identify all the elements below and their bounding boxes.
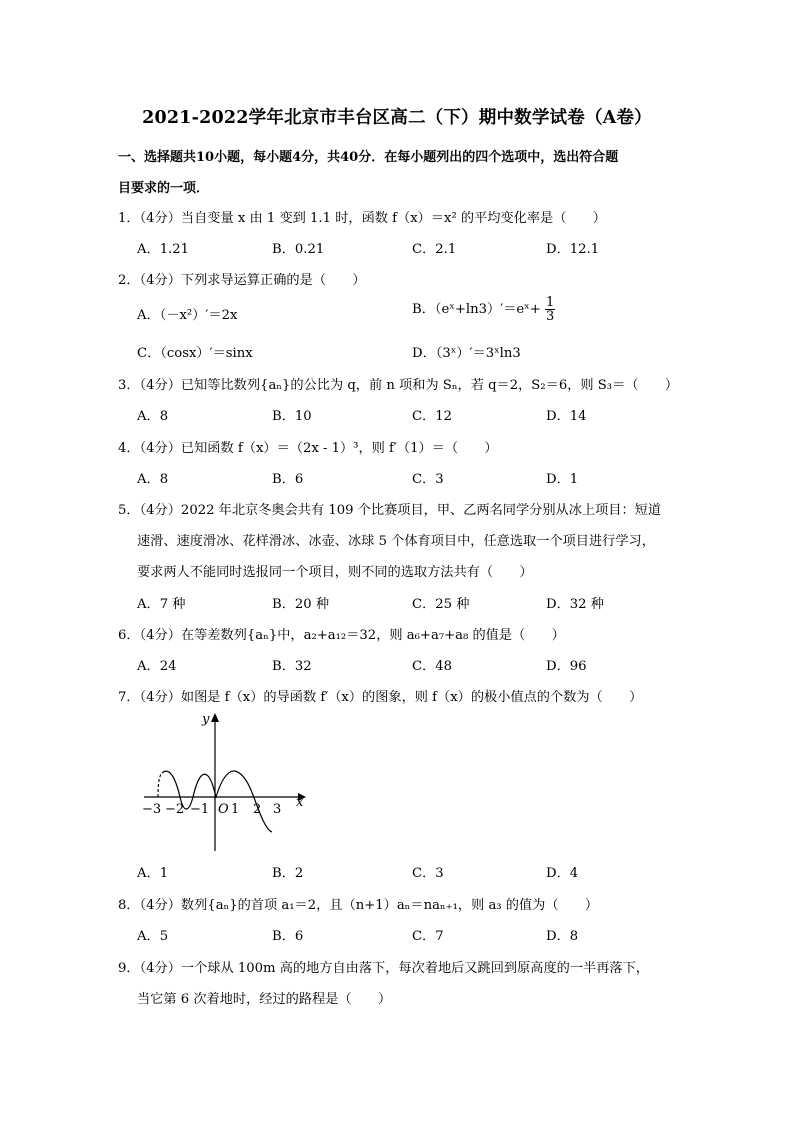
question-6-option-b: B．32 [272, 659, 312, 674]
question-2-option-b: B．（eˣ+ln3）′＝eˣ+ [412, 302, 541, 317]
question-5-option-b: B．20 种 [272, 597, 330, 612]
question-8-option-d: D．8 [546, 929, 579, 944]
question-7-option-a: A．1 [137, 866, 169, 881]
exam-title: 2021-2022学年北京市丰台区高二（下）期中数学试卷（A卷） [142, 108, 652, 128]
question-7-option-c: C．3 [412, 866, 444, 881]
question-2-option-a: A．（－x²）′＝2x [137, 308, 238, 323]
question-8-option-a: A．5 [137, 929, 169, 944]
question-1-stem: 1．（4分）当自变量 x 由 1 变到 1.1 时，函数 f（x）＝x² 的平均变化率是（ ） [118, 211, 606, 226]
question-2-option-b-row [412, 296, 555, 323]
section-instructions-line1: 一、选择题共10小题，每小题4分，共40分．在每小题列出的四个选项中，选出符合题 [118, 150, 619, 165]
question-9-stem: 9．（4分）一个球从 100m 高的地方自由落下，每次着地后又跳回到原高度的一半再落下， [118, 961, 649, 976]
question-5-option-c: C．25 种 [412, 597, 470, 612]
question-4-option-a: A．8 [137, 472, 169, 487]
y-axis-label: y [202, 712, 210, 727]
curve-dashed-start [158, 773, 162, 797]
tick-label-2: 2 [253, 802, 262, 817]
question-5-stem: 5．（4分）2022 年北京冬奥会共有 109 个比赛项目，甲、乙两名同学分别从冰上项目：短道 [118, 503, 662, 518]
fraction-denominator: 3 [546, 309, 555, 324]
question-1-option-a: A．1.21 [137, 242, 190, 257]
tick-label-neg2: −2 [165, 802, 185, 817]
question-9-stem-line2: 当它第 6 次着地时，经过的路程是（ ） [137, 992, 392, 1007]
question-1-option-d: D．12.1 [546, 242, 600, 257]
section-instructions-line2: 目要求的一项． [118, 181, 210, 196]
question-3-option-c: C．12 [412, 409, 453, 424]
question-6-stem: 6．（4分）在等差数列{aₙ}中，a₂+a₁₂＝32，则 a₆+a₇+a₈ 的值是（ ） [118, 628, 565, 643]
tick-label-3: 3 [273, 802, 282, 817]
question-8-option-c: C．7 [412, 929, 444, 944]
derivative-graph [138, 708, 313, 856]
tick-label-1: 1 [231, 802, 240, 817]
fraction-one-third [545, 296, 555, 323]
question-8-option-b: B．6 [272, 929, 304, 944]
x-axis-label: x [296, 795, 304, 810]
y-axis-arrow [211, 713, 219, 722]
question-7-stem: 7．（4分）如图是 f（x）的导函数 f′（x）的图象，则 f（x）的极小值点的个数为（ ） [118, 690, 643, 705]
question-4-option-b: B．6 [272, 472, 304, 487]
question-5-option-d: D．32 种 [546, 597, 604, 612]
question-7-option-d: D．4 [546, 866, 579, 881]
question-1-option-c: C．2.1 [412, 242, 457, 257]
question-5-stem-line2: 速滑、速度滑冰、花样滑冰、冰壶、冰球 5 个体育项目中，任意选取一个项目进行学习， [137, 534, 655, 549]
question-4-stem: 4．（4分）已知函数 f（x）＝（2x - 1）³，则 f′（1）＝（ ） [118, 441, 498, 456]
question-3-option-b: B．10 [272, 409, 312, 424]
question-3-stem: 3．（4分）已知等比数列{aₙ}的公比为 q，前 n 项和为 Sₙ，若 q＝2，S₂＝6，则 S₃＝（ ） [118, 378, 679, 393]
question-1-option-b: B．0.21 [272, 242, 325, 257]
fraction-numerator: 1 [546, 295, 555, 310]
question-7-option-b: B．2 [272, 866, 304, 881]
question-6-option-d: D．96 [546, 659, 587, 674]
question-2-option-c: C．（cosx）′＝sinx [137, 346, 253, 361]
tick-label-neg1: −1 [190, 802, 210, 817]
question-5-option-a: A．7 种 [137, 597, 186, 612]
question-4-option-d: D．1 [546, 472, 579, 487]
question-2-option-d: D．（3ˣ）′＝3ˣln3 [412, 346, 521, 361]
question-6-option-a: A．24 [137, 659, 177, 674]
tick-label-neg3: −3 [142, 802, 162, 817]
question-5-stem-line3: 要求两人不能同时选报同一个项目，则不同的选取方法共有（ ） [137, 565, 533, 580]
question-6-option-c: C．48 [412, 659, 453, 674]
question-4-option-c: C．3 [412, 472, 444, 487]
question-3-option-a: A．8 [137, 409, 169, 424]
question-8-stem: 8．（4分）数列{aₙ}的首项 a₁＝2，且（n+1）aₙ＝naₙ₊₁，则 a₃ 的值为（ ） [118, 898, 599, 913]
question-2-stem: 2．（4分）下列求导运算正确的是（ ） [118, 273, 366, 288]
question-3-option-d: D．14 [546, 409, 587, 424]
tick-label-origin: O [218, 802, 229, 817]
